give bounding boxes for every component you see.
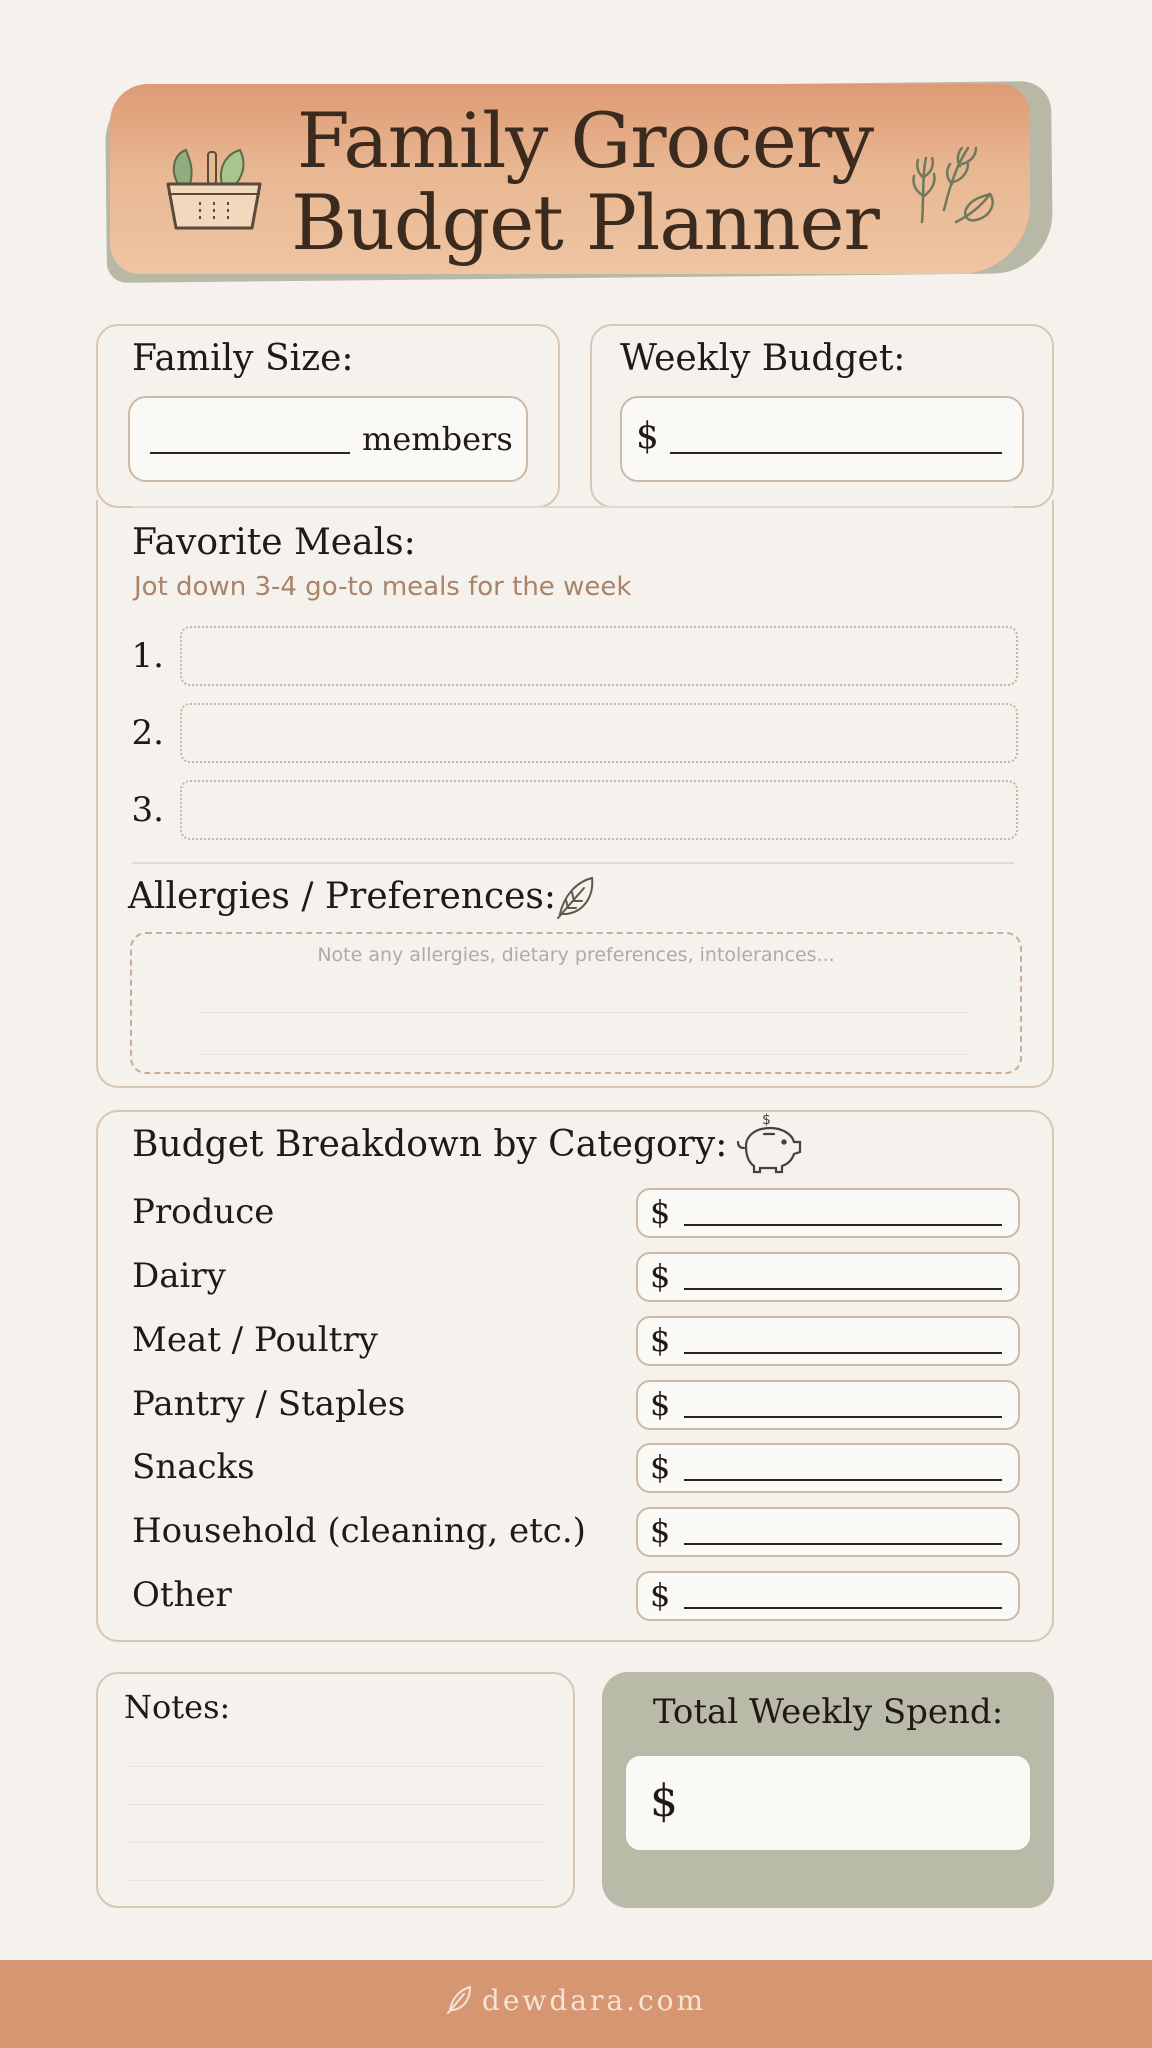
- members-suffix: members: [362, 420, 513, 458]
- favorite-meals-subtitle: Jot down 3-4 go-to meals for the week: [134, 572, 632, 602]
- category-amount-field[interactable]: [636, 1443, 1020, 1493]
- meal-input-2[interactable]: [180, 703, 1018, 763]
- leaf-icon: [554, 874, 596, 920]
- dollar-sign: $: [650, 1448, 671, 1486]
- svg-text:$: $: [762, 1112, 771, 1128]
- total-weekly-spend-field[interactable]: [626, 1756, 1030, 1850]
- favorite-meals-label: Favorite Meals:: [132, 522, 416, 563]
- divider: [132, 506, 1014, 508]
- allergies-placeholder: Note any allergies, dietary preferences, intolerances...: [317, 944, 835, 966]
- herb-sprig-icon: [906, 136, 1006, 236]
- notes-label: Notes:: [124, 1688, 231, 1726]
- weekly-budget-label: Weekly Budget:: [620, 338, 906, 379]
- footer-site-text: dewdara.com: [481, 1984, 707, 2017]
- dollar-sign: $: [650, 1257, 671, 1295]
- budget-breakdown-label: Budget Breakdown by Category:: [132, 1124, 728, 1165]
- page-title: Family Grocery Budget Planner: [291, 96, 879, 267]
- meal-input-3[interactable]: [180, 780, 1018, 840]
- dollar-sign: $: [650, 1512, 671, 1550]
- category-amount-field[interactable]: [636, 1571, 1020, 1621]
- dollar-sign: $: [650, 1776, 678, 1827]
- meal-number-1: 1.: [131, 636, 164, 676]
- category-label: Snacks: [132, 1447, 255, 1487]
- category-label: Meat / Poultry: [132, 1320, 378, 1360]
- category-label: Pantry / Staples: [132, 1384, 406, 1424]
- meal-number-2: 2.: [131, 713, 164, 753]
- dollar-sign: $: [650, 1321, 671, 1359]
- allergies-label: Allergies / Preferences:: [128, 876, 557, 917]
- meal-number-3: 3.: [131, 790, 164, 830]
- dollar-sign: $: [636, 416, 659, 457]
- piggy-bank-icon: [734, 1112, 806, 1174]
- category-label: Other: [132, 1575, 232, 1615]
- dollar-sign: $: [650, 1576, 671, 1614]
- category-amount-field[interactable]: [636, 1380, 1020, 1430]
- category-amount-field[interactable]: [636, 1188, 1020, 1238]
- total-weekly-spend-label: Total Weekly Spend:: [652, 1692, 1004, 1732]
- footer-site[interactable]: [0, 1984, 1152, 2017]
- family-size-label: Family Size:: [132, 338, 354, 379]
- allergies-textarea[interactable]: [130, 932, 1022, 1074]
- dollar-sign: $: [650, 1385, 671, 1423]
- category-label: Produce: [132, 1192, 275, 1232]
- category-amount-field[interactable]: [636, 1316, 1020, 1366]
- leaf-logo-icon: [446, 1984, 472, 2014]
- family-size-field[interactable]: [128, 396, 528, 482]
- category-label: Dairy: [132, 1256, 226, 1296]
- category-label: Household (cleaning, etc.): [132, 1511, 586, 1551]
- category-amount-field[interactable]: [636, 1507, 1020, 1557]
- grocery-basket-icon: [160, 140, 268, 236]
- dollar-sign: $: [650, 1193, 671, 1231]
- meal-input-1[interactable]: [180, 626, 1018, 686]
- divider: [132, 862, 1014, 864]
- category-amount-field[interactable]: [636, 1252, 1020, 1302]
- weekly-budget-field[interactable]: [620, 396, 1024, 482]
